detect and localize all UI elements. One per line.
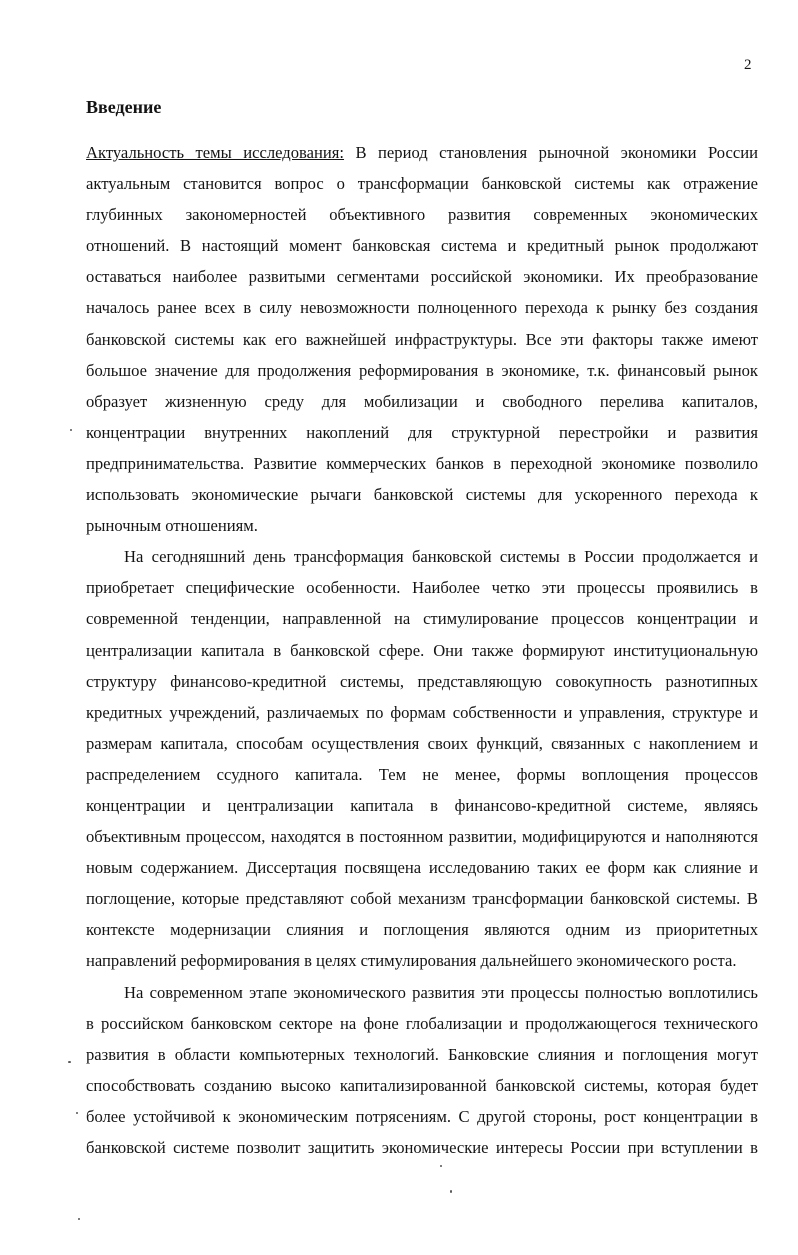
text-line: банковской системы как его важнейшей инфраструктуры. Все эти факторы также имеют — [86, 329, 758, 349]
text-line: распределением ссудного капитала. Тем не менее, формы воплощения процессов — [86, 764, 758, 784]
text-line: контексте модернизации слияния и поглощения являются одним из приоритетных — [86, 920, 758, 940]
text-line: приобретает специфические особенности. Наиболее четко эти процессы проявились в — [86, 578, 758, 598]
text-line: новым содержанием. Диссертация посвящена исследованию таких ее форм как слияние и — [86, 858, 758, 878]
scan-speck — [78, 1218, 80, 1220]
text-line: использовать экономические рычаги банковской системы для ускоренного перехода к — [86, 485, 758, 505]
text-line: развития в области компьютерных технологий. Банковские слияния и поглощения могут — [86, 1044, 758, 1064]
scan-speck — [76, 1112, 78, 1114]
text-line: объективным процессом, находятся в постоянном развитии, модифицируются и наполняются — [86, 827, 758, 847]
text-line: На сегодняшний день трансформация банковской системы в России продолжается и — [124, 547, 758, 567]
text-line: предпринимательства. Развитие коммерческих банков в переходной экономике позволило — [86, 453, 758, 473]
text-line: отношений. В настоящий момент банковская система и кредитный рынок продолжают — [86, 236, 758, 256]
text-line — [86, 137, 758, 168]
text-line: кредитных учреждений, различаемых по формам собственности и управления, структуре и — [86, 702, 758, 722]
text-line: направлений реформирования в целях стимулирования дальнейшего экономического роста. — [86, 951, 737, 971]
text-line: началось ранее всех в силу невозможности полноценного перехода к рынку без создания — [86, 298, 758, 318]
text-line: способствовать созданию высоко капитализированной банковской системы, которая будет — [86, 1075, 758, 1095]
scan-speck — [450, 1190, 452, 1193]
text-line: поглощение, которые представляют собой механизм трансформации банковской системы. В — [86, 889, 758, 909]
text-line: более устойчивой к экономическим потрясениям. С другой стороны, рост концентрации в — [86, 1106, 758, 1126]
text-line-content: В период становления рыночной экономики России — [355, 143, 758, 162]
text-line: На современном этапе экономического развития эти процессы полностью воплотились — [124, 982, 758, 1002]
page-number: 2 — [744, 57, 752, 73]
text-line: актуальным становится вопрос о трансформации банковской системы как отражение — [86, 174, 758, 194]
section-heading: Введение — [86, 97, 162, 117]
text-line: глубинных закономерностей объективного развития современных экономических — [86, 205, 758, 225]
text-line: в российском банковском секторе на фоне глобализации и продолжающегося технического — [86, 1013, 758, 1033]
text-line: концентрации внутренних накоплений для структурной перестройки и развития — [86, 422, 758, 442]
scan-speck — [68, 1061, 71, 1063]
text-line: современной тенденции, направленной на стимулирование процессов концентрации и — [86, 609, 758, 629]
text-line: оставаться наиболее развитыми сегментами российской экономики. Их преобразование — [86, 267, 758, 287]
paragraph-2 — [86, 541, 758, 976]
text-line: концентрации и централизации капитала в финансово-кредитной системе, являясь — [86, 795, 758, 815]
text-line: структуру финансово-кредитной системы, представляющую совокупность разнотипных — [86, 671, 758, 691]
text-line: банковской системе позволит защитить экономические интересы России при вступлении в — [86, 1138, 758, 1157]
paragraph-1 — [86, 137, 758, 541]
scan-speck — [70, 429, 72, 431]
text-line: большое значение для продолжения реформирования в экономике, т.к. финансовый рынок — [86, 360, 758, 380]
scan-speck — [440, 1165, 442, 1167]
text-line: размерам капитала, способам осуществления своих функций, связанных с накоплением и — [86, 733, 758, 753]
topic-relevance-label: Актуальность темы исследования: — [86, 143, 345, 162]
paragraph-3 — [86, 977, 758, 1164]
body-text — [86, 137, 758, 1163]
text-line: рыночным отношениям. — [86, 516, 258, 536]
text-line: централизации капитала в банковской сфере. Они также формируют институциональную — [86, 640, 758, 660]
text-line: образует жизненную среду для мобилизации и свободного перелива капиталов, — [86, 391, 758, 411]
